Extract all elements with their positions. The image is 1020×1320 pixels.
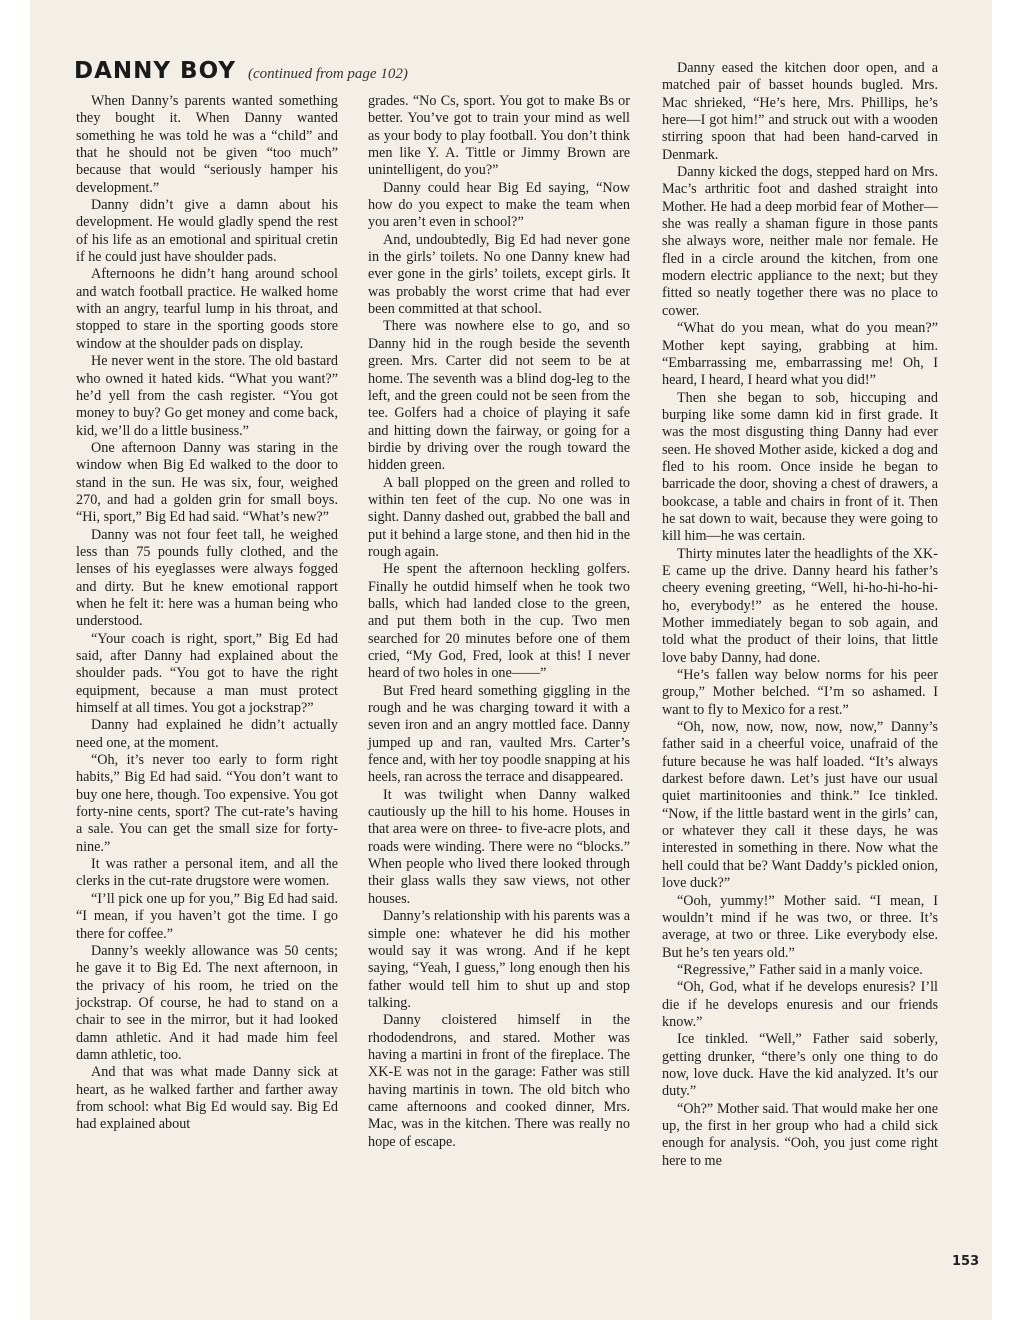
- paragraph: “Oh, now, now, now, now, now,” Danny’s father said in a cheerful voice, unafraid of the future because he was half loaded. “It’s always darkest before dawn. Let’s just have our usual quiet martinitoonies and think.” Ice tinkled. “Now, if the little bastard went in the girls’ can, or whatever they call it these days, he was interested in something in there. Now what the hell could that be? Want Daddy’s pickled onion, love duck?”: [662, 719, 938, 892]
- paragraph: Ice tinkled. “Well,” Father said soberly, getting drunker, “there’s only one thing to do now, love duck. Have the kid analyzed. It’s our duty.”: [662, 1031, 938, 1100]
- article-heading: [74, 58, 408, 84]
- paragraph: Afternoons he didn’t hang around school and watch football practice. He walked home with an angry, tearful lump in his throat, and stopped to stare in the sporting goods store window at the shoulder pads on display.: [76, 266, 338, 352]
- paragraph: Danny’s relationship with his parents was a simple one: whatever he did his mother would say it was wrong. And if he kept saying, “Yeah, I guess,” long enough then his father would tell him to shut up and stop talking.: [368, 908, 630, 1011]
- paragraph: Danny eased the kitchen door open, and a matched pair of basset hounds bugled. Mrs. Mac shrieked, “He’s here, Mrs. Phillips, he’s here—I got him!” and struck out with a wooden stirring spoon that had been hand-carved in Denmark.: [662, 60, 938, 163]
- paragraph: Danny didn’t give a damn about his development. He would gladly spend the rest of his life as an emotional and spiritual cretin if he could just have shoulder pads.: [76, 197, 338, 266]
- paragraph: Danny cloistered himself in the rhododendrons, and stared. Mother was having a martini in front of the fireplace. The XK-E was not in the garage: Father was still having martinis in town. The old bitch who came afternoons and cooked dinner, Mrs. Mac, was in the kitchen. There was really no hope of escape.: [368, 1012, 630, 1150]
- paragraph: Danny had explained he didn’t actually need one, at the moment.: [76, 717, 338, 751]
- paragraph: grades. “No Cs, sport. You got to make Bs or better. You’ve got to train your mind as well as your body to play football. You don’t think men like Y. A. Tittle or Jimmy Brown are unintelligent, do you?”: [368, 93, 630, 179]
- text-column-2: [368, 93, 630, 1151]
- text-column-1: [76, 93, 338, 1134]
- paragraph: And, undoubtedly, Big Ed had never gone in the girls’ toilets. No one Danny knew had ever gone in the girls’ toilets, except girls. It was probably the worst crime that had ever been committed at that school.: [368, 231, 630, 318]
- paragraph: Danny could hear Big Ed saying, “Now how do you expect to make the team when you aren’t even in school?”: [368, 179, 630, 231]
- paragraph: “Oh?” Mother said. That would make her one up, the first in her group who had a child sick enough for analysis. “Ooh, you just come right here to me: [662, 1100, 938, 1169]
- paragraph: Thirty minutes later the headlights of the XK-E came up the drive. Danny heard his father’s cheery evening greeting, “Well, hi-ho-hi-ho-hi-ho, everybody!” as he entered the house. Mother immediately began to sob again, and told what the product of their loins, that little love baby Danny, had done.: [662, 545, 938, 666]
- paragraph: “Ooh, yummy!” Mother said. “I mean, I wouldn’t mind if he was two, or three. It’s average, at two or three. Like everybody else. But he’s ten years old.”: [662, 892, 938, 961]
- paragraph: “He’s fallen way below norms for his peer group,” Mother belched. “I’m so ashamed. I want to fly to Mexico for a rest.”: [662, 667, 938, 718]
- paragraph: “Regressive,” Father said in a manly voice.: [677, 961, 923, 978]
- paragraph: “Your coach is right, sport,” Big Ed had said, after Danny had explained about the shoulder pads. “You got to have the right equipment, because a man must protect himself at all times. You got a jockstrap?”: [76, 630, 338, 717]
- paragraph: Danny kicked the dogs, stepped hard on Mrs. Mac’s arthritic foot and dashed straight into Mother. He had a deep morbid fear of Mother—she was really a shaman figure in those pants she always wore, neither male nor female. He fled in a circle around the kitchen, from one modern electric appliance to the next; but they fitted so neatly together there was no place to cower.: [662, 164, 938, 319]
- paragraph: He spent the afternoon heckling golfers. Finally he outdid himself when he took two balls, which had landed close to the green, and put them both in the cup. Two men searched for 20 minutes before one of them cried, “My God, Fred, look at this! I never heard of two holes in one——”: [368, 561, 630, 682]
- page-number: 153: [952, 1254, 980, 1269]
- article-title: DANNY BOY: [74, 58, 236, 84]
- paragraph: Danny’s weekly allowance was 50 cents; he gave it to Big Ed. The next afternoon, in the privacy of his room, he tried on the jockstrap. Of course, he had to stand on a chair to see in the mirror, but it had looked damn athletic. And it had made him feel damn athletic, too.: [76, 942, 338, 1063]
- paragraph: One afternoon Danny was staring in the window when Big Ed walked to the door to stand in the sun. He was six, four, weighed 270, and had a golden grin for small boys. “Hi, sport,” Big Ed had said. “What’s new?”: [76, 439, 338, 526]
- paragraph: It was rather a personal item, and all the clerks in the cut-rate drugstore were women.: [76, 856, 338, 890]
- paragraph: “Oh, it’s never too early to form right habits,” Big Ed had said. “You don’t want to buy one here, though. Too expensive. You got forty-nine cents, sport? The cut-rate’s having a sale. You can get the small size for forty-nine.”: [76, 752, 338, 855]
- paragraph: A ball plopped on the green and rolled to within ten feet of the cup. No one was in sight. Danny dashed out, grabbed the ball and put it behind a large stone, and then hid in the rough again.: [368, 474, 630, 560]
- paragraph: “Oh, God, what if he develops enuresis? I’ll die if he develops enuresis and our friends know.”: [662, 979, 938, 1030]
- paragraph: It was twilight when Danny walked cautiously up the hill to his home. Houses in that area were on three- to five-acre plots, and roads were winding. There were no “blocks.” When people who lived there looked through their glass walls they saw views, not other houses.: [368, 786, 630, 907]
- paragraph: Danny was not four feet tall, he weighed less than 75 pounds fully clothed, and the lenses of his eyeglasses were always fogged and dirty. But he knew emotional rapport when he felt it: here was a human being who understood.: [76, 526, 338, 630]
- paragraph: And that was what made Danny sick at heart, as he walked farther and farther away from school: what Big Ed would say. Big Ed had explained about: [76, 1064, 338, 1133]
- paragraph: When Danny’s parents wanted something they bought it. When Danny wanted something he was told he was a “child” and that he should not be given “too much” because that would “seriously hamper his development.”: [76, 93, 338, 196]
- paragraph: He never went in the store. The old bastard who owned it hated kids. “What you want?” he’d yell from the cash register. “You got money to buy? Go get money and come back, kid, we’ll do a little business.”: [76, 353, 338, 439]
- text-column-3: [662, 60, 938, 1170]
- paragraph: There was nowhere else to go, and so Danny hid in the rough beside the seventh green. Mrs. Carter did not seem to be at home. The seventh was a blind dog-leg to the left, and the green could not be seen from the tee. Golfers had a choice of playing it safe and hitting down the fairway, or going for a birdie by driving over the rough toward the hidden green.: [368, 318, 630, 474]
- paragraph: Then she began to sob, hiccuping and burping like some damn kid in first grade. It was the most disgusting thing Danny had ever seen. He shoved Mother aside, kicked a dog and fled to his room. Once inside he began to barricade the door, shoving a chest of drawers, a bookcase, a table and chairs in front of it. Then he sat down to wait, because they were going to kill him—he was certain.: [662, 389, 938, 545]
- paragraph: “I’ll pick one up for you,” Big Ed had said. “I mean, if you haven’t got the time. I go there for coffee.”: [76, 890, 338, 942]
- paragraph: But Fred heard something giggling in the rough and he was charging toward it with a seven iron and an angry mottled face. Danny jumped up and ran, vaulted Mrs. Carter’s fence and, with her toy poodle snapping at his heels, ran across the terrace and disappeared.: [368, 682, 630, 786]
- continued-note: (continued from page 102): [247, 66, 408, 82]
- paragraph: “What do you mean, what do you mean?” Mother kept saying, grabbing at him. “Embarrassing me, embarrassing me! Oh, I heard, I heard, I heard what you did!”: [662, 320, 938, 389]
- magazine-page: [30, 0, 992, 1320]
